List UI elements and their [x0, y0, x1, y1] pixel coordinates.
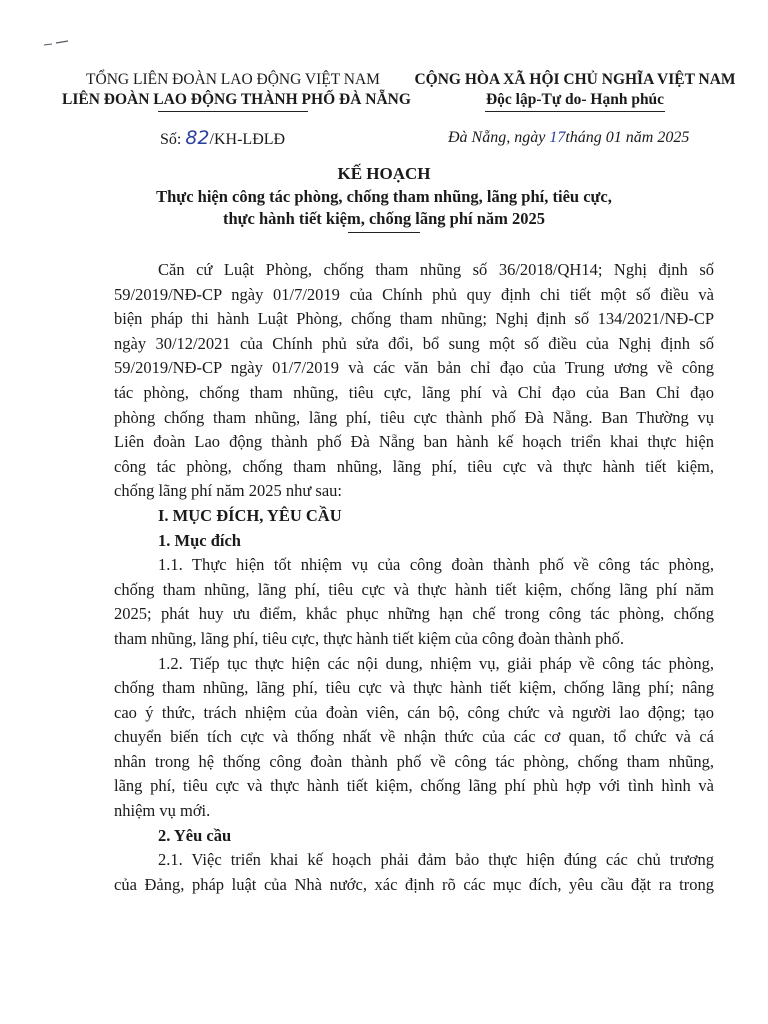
title-subtitle-1: Thực hiện công tác phòng, chống tham nhũng, lãng phí, tiêu cực,: [156, 187, 612, 206]
motto: Độc lập-Tự do- Hạnh phúc: [485, 91, 665, 108]
paragraph-line: 2.1. Việc triển khai kế hoạch phải đảm bảo thực hiện đúng các chủ trương: [158, 850, 714, 870]
section-heading-1: I. MỤC ĐÍCH, YÊU CẦU: [158, 505, 342, 525]
paragraph-line: 59/2019/NĐ-CP ngày 01/7/2019 của Chính phủ quy định chi tiết một số điều và: [114, 284, 714, 304]
paragraph-line: 59/2019/NĐ-CP ngày 01/7/2019 và các văn bản chỉ đạo của Trung ương về công: [114, 358, 714, 378]
doc-number-suffix: /KH-LĐLĐ: [209, 131, 286, 148]
paragraph-1-2: [114, 652, 714, 824]
paragraph-line: biện pháp thi hành Luật Phòng, chống tham nhũng; Nghị định số 134/2021/NĐ-CP: [114, 309, 714, 329]
issue-date: [448, 128, 689, 148]
paragraph-line: lãng phí, tiêu cực và thực hành tiết kiệm, chống lãng phí phù hợp với tình hình và: [114, 776, 714, 796]
title-main: KẾ HOẠCH: [337, 164, 431, 183]
paragraph-line: chống tham nhũng, lãng phí, tiêu cực và thực hành tiết kiệm, chống lãng phí năm: [114, 579, 714, 599]
paragraph-2-1: [114, 848, 714, 897]
country-name: CỘNG HÒA XÃ HỘI CHỦ NGHĨA VIỆT NAM: [414, 71, 736, 88]
date-prefix: Đà Nẵng, ngày: [448, 129, 550, 146]
paragraph-1-1: [114, 553, 714, 651]
organization-name: LIÊN ĐOÀN LAO ĐỘNG THÀNH PHỐ ĐÀ NẴNG: [62, 91, 411, 108]
title-subtitle-2: thực hành tiết kiệm, chống lãng phí năm 2025: [222, 209, 546, 228]
paragraph-line: phòng chống tham nhũng, lãng phí, tiêu cực thành phố Đà Nẵng. Ban Thường vụ: [114, 407, 714, 427]
org-underline: [158, 111, 308, 112]
doc-number-prefix: Số:: [160, 131, 186, 148]
paragraph-line: tác phòng, chống tham nhũng, tiêu cực, lãng phí và Chỉ đạo của Ban Chỉ đạo: [114, 382, 714, 402]
paragraph-line: 1.2. Tiếp tục thực hiện các nội dung, nhiệm vụ, giải pháp về công tác phòng,: [158, 653, 714, 673]
date-suffix: tháng 01 năm 2025: [565, 129, 690, 146]
paragraph-line: nhân trong hệ thống công đoàn thành phố về công tác phòng, chống tham nhũng,: [114, 751, 714, 771]
document-title: [60, 162, 708, 233]
document-body: [114, 258, 714, 897]
paragraph-line: của Đảng, pháp luật của Nhà nước, xác định rõ các mục đích, yêu cầu đặt ra trong: [114, 874, 714, 894]
paragraph-line: ngày 30/12/2021 của Chính phủ sửa đổi, bổ sung một số điều của Nghị định số: [114, 333, 714, 353]
paragraph-last-line: nhiệm vụ mới.: [114, 801, 211, 821]
paragraph-line: 1.1. Thực hiện tốt nhiệm vụ của công đoàn thành phố về công tác phòng,: [158, 555, 714, 575]
document-number: [160, 128, 285, 150]
paragraph-last-line: tham nhũng, lãng phí, tiêu cực, thực hành tiết kiệm của công đoàn thành phố.: [114, 628, 625, 648]
paragraph-last-line: chống lãng phí năm 2025 như sau:: [114, 481, 342, 501]
paragraph-line: chống tham nhũng, lãng phí, tiêu cực và thực hành tiết kiệm, chống lãng phí; nâng: [114, 678, 714, 698]
scan-speck: [42, 38, 72, 48]
intro-paragraph: [114, 258, 714, 504]
parent-organization: TỔNG LIÊN ĐOÀN LAO ĐỘNG VIỆT NAM: [86, 71, 380, 88]
paragraph-line: Liên đoàn Lao động thành phố Đà Nẵng ban hành kế hoạch triển khai thực hiện: [114, 432, 714, 452]
subsection-heading-requirements: 2. Yêu cầu: [158, 825, 232, 845]
handwritten-number: 82: [185, 127, 210, 149]
paragraph-line: Căn cứ Luật Phòng, chống tham nhũng số 36/2018/QH14; Nghị định số: [158, 260, 714, 279]
issuing-organization: [62, 70, 411, 112]
motto-underline: [485, 111, 665, 112]
paragraph-line: công tác phòng, chống tham nhũng, lãng phí, tiêu cực và thực hành tiết kiệm,: [114, 456, 714, 476]
title-underline: [348, 232, 420, 233]
paragraph-line: 2025; phát huy ưu điểm, khắc phục những hạn chế trong công tác phòng, chống: [114, 604, 714, 624]
national-motto: [402, 70, 748, 112]
handwritten-day: 17: [549, 129, 566, 146]
paragraph-line: chuyển biến tích cực và thống nhất về nhận thức của các cơ quan, tổ chức và cá: [114, 727, 714, 747]
paragraph-line: cao ý thức, trách nhiệm của đoàn viên, cán bộ, công chức và người lao động; tạo: [114, 702, 714, 722]
subsection-heading-purpose: 1. Mục đích: [158, 530, 241, 550]
